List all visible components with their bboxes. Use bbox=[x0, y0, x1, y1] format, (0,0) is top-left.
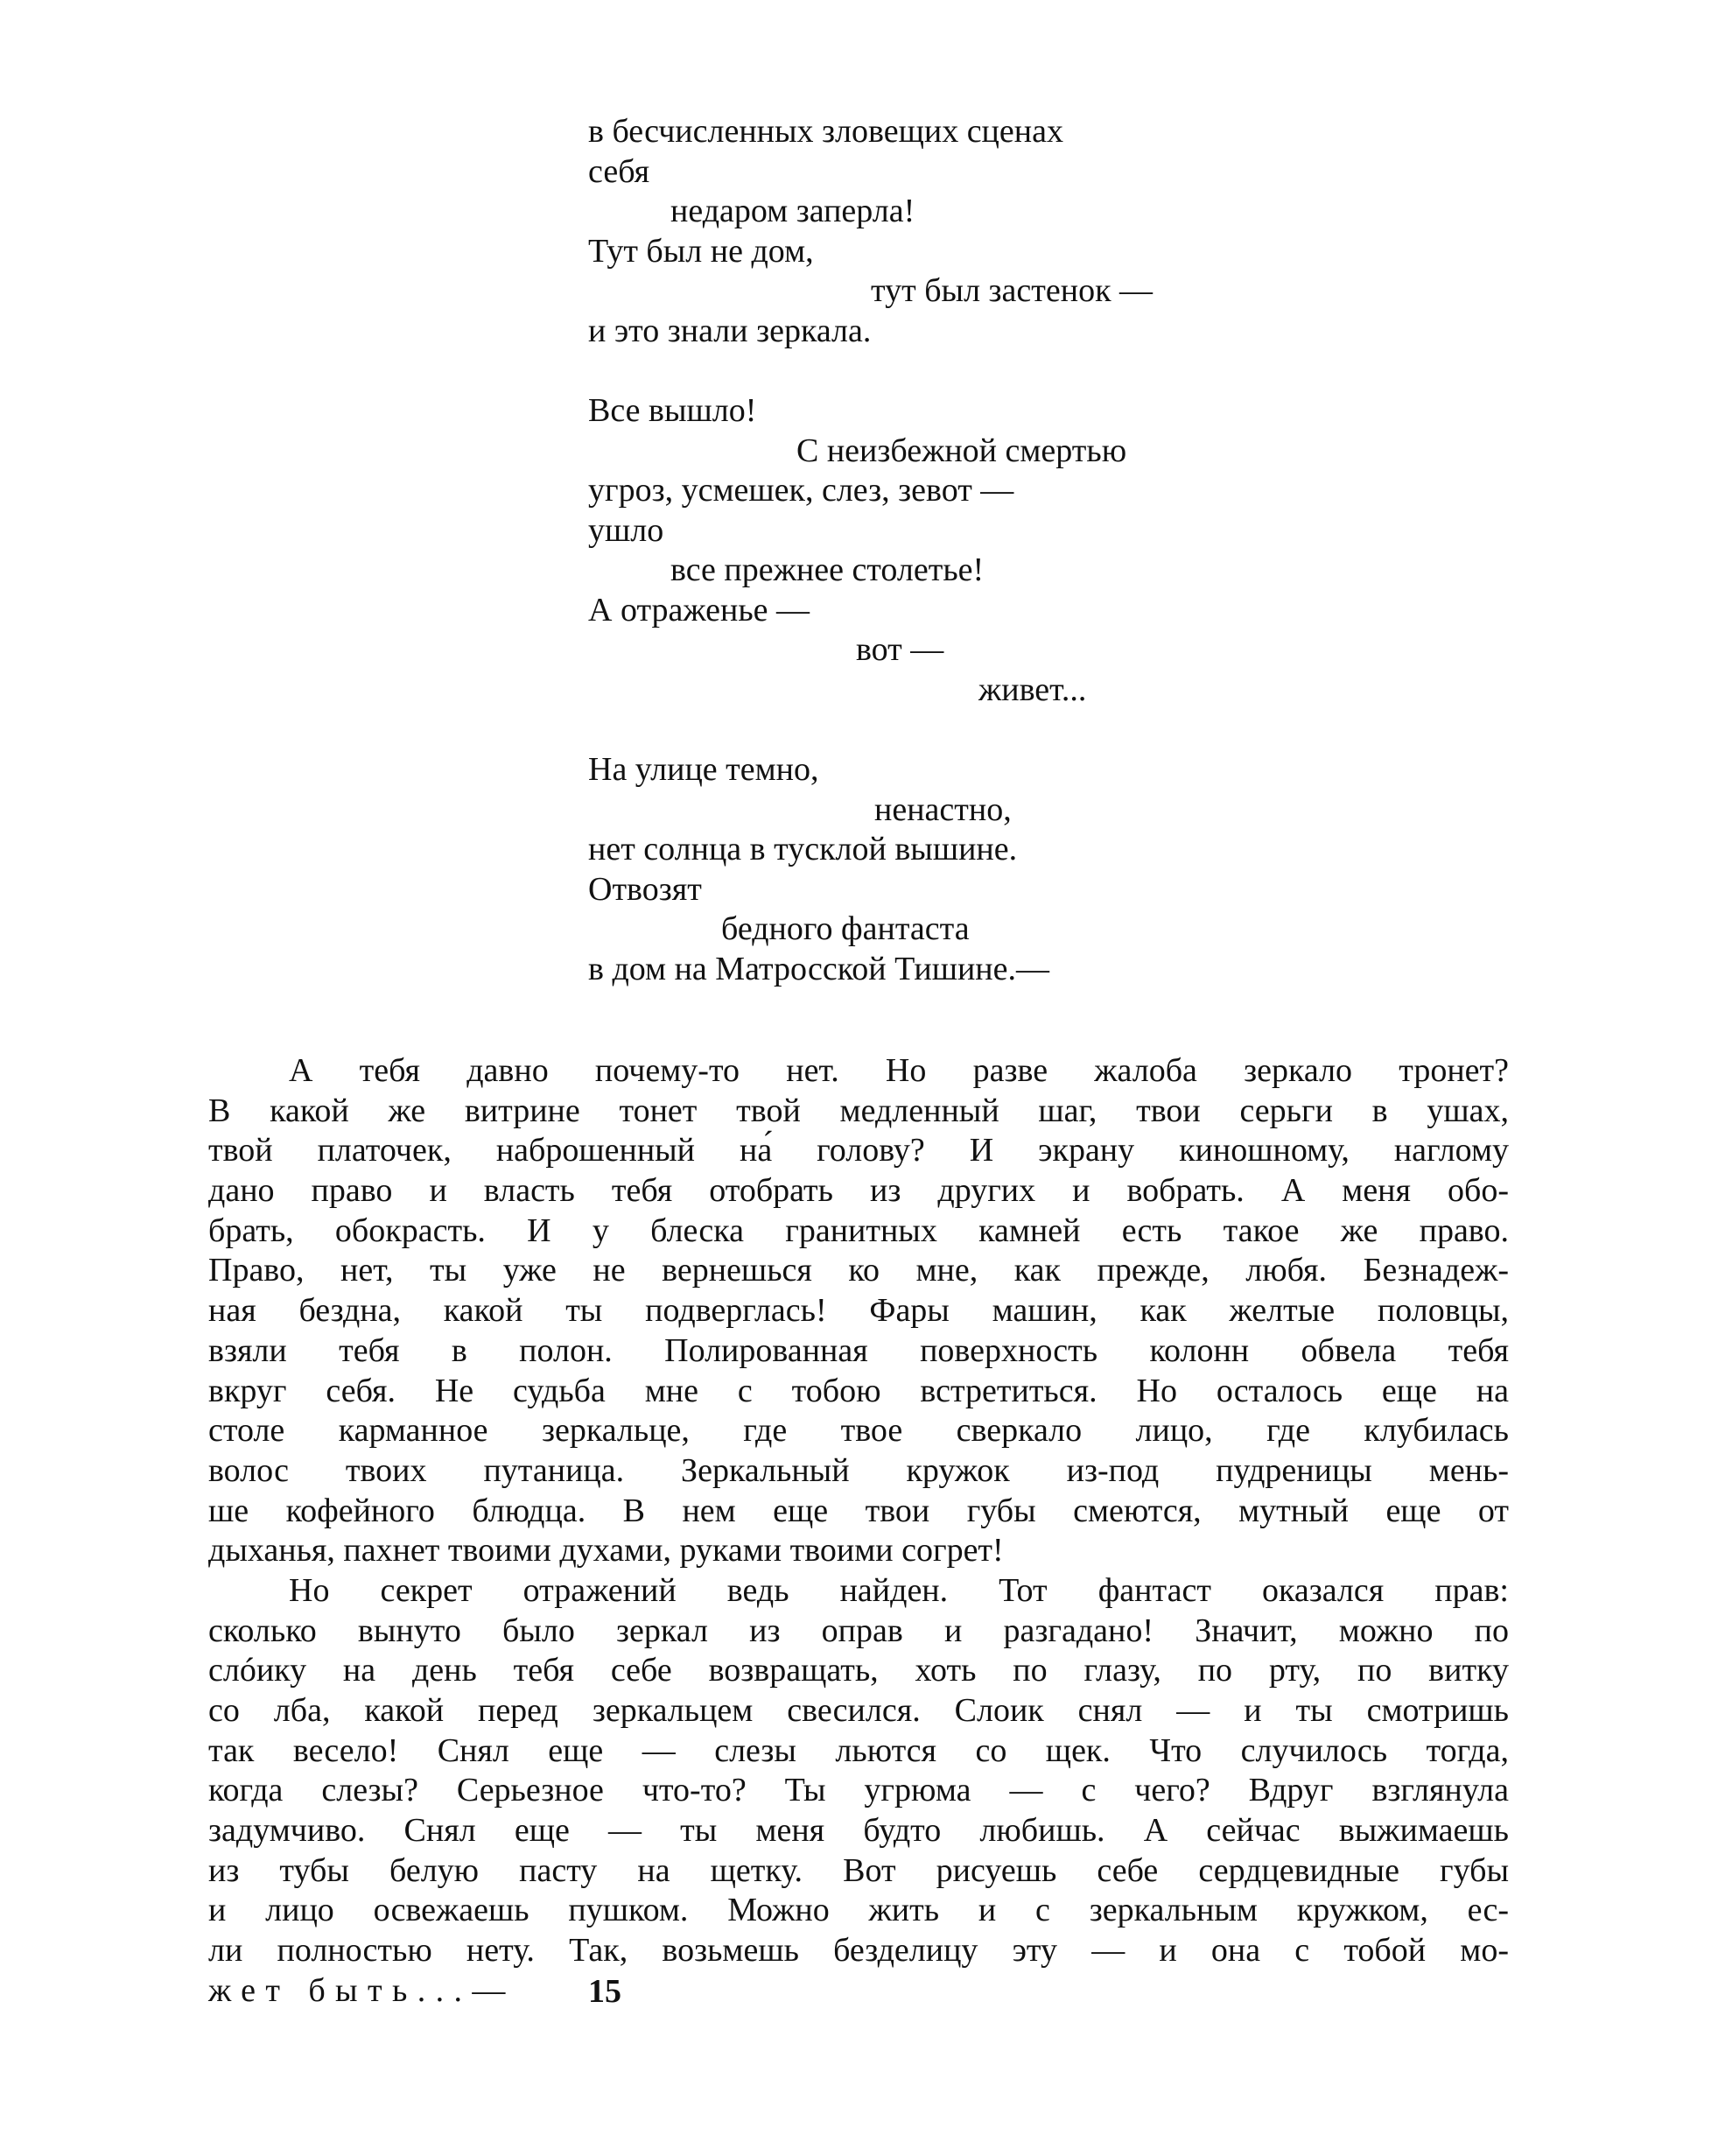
poem-line: угроз, усмешек, слез, зевот — bbox=[588, 472, 1014, 509]
poem bbox=[588, 112, 1306, 989]
prose-line: слóику на день тебя себе возвращать, хоть по глазу, по рту, по витку bbox=[208, 1652, 1509, 1689]
poem-line: ушло bbox=[588, 511, 664, 549]
prose-line: Право, нет, ты уже не вернешься ко мне, как прежде, любя. Безнадеж- bbox=[208, 1252, 1509, 1289]
prose-line: взяли тебя в полон. Полированная поверхность колонн обвела тебя bbox=[208, 1331, 1509, 1369]
poem-line: в дом на Матросской Тишине.— bbox=[588, 950, 1049, 987]
prose-line: дыханья, пахнет твоими духами, руками твоими согрет! bbox=[208, 1532, 1004, 1570]
prose-line: столе карманное зеркальце, где твое сверкало лицо, где клубилась bbox=[208, 1412, 1509, 1450]
poem-stanza-3 bbox=[588, 750, 1306, 989]
poem-line: ненастно, bbox=[874, 790, 1012, 828]
poem-line: С неизбежной смертью bbox=[796, 432, 1127, 469]
poem-stanza-2 bbox=[588, 391, 1306, 710]
prose-line: брать, обокрасть. И у блеска гранитных камней есть такое же право. bbox=[208, 1211, 1509, 1249]
poem-line: и это знали зеркала. bbox=[588, 312, 872, 349]
poem-line: вот — bbox=[856, 631, 944, 668]
prose-line: волос твоих путаница. Зеркальный кружок из-под пудреницы мень- bbox=[208, 1451, 1509, 1489]
prose-line: ше кофейного блюдца. В нем еще твои губы смеются, мутный еще от bbox=[208, 1492, 1509, 1529]
prose-line: ли полностью нету. Так, возьмешь безделицу эту — и она с тобой мо- bbox=[208, 1932, 1509, 1970]
prose-line: жет быть...— bbox=[208, 1971, 515, 2009]
poem-stanza-1 bbox=[588, 112, 1306, 351]
prose-line: так весело! Снял еще — слезы льются со щек. Что случилось тогда, bbox=[208, 1731, 1509, 1769]
poem-line: недаром заперла! bbox=[670, 193, 915, 229]
poem-line: Все вышло! bbox=[588, 392, 757, 429]
stanza-gap bbox=[588, 351, 1306, 391]
prose-line: Но секрет отражений ведь найден. Тот фантаст оказался прав: bbox=[289, 1571, 1509, 1609]
poem-line: На улице темно, bbox=[588, 751, 819, 788]
poem-line: тут был застенок — bbox=[871, 272, 1154, 309]
prose-line: из тубы белую пасту на щетку. Вот рисуешь себе сердцевидные губы bbox=[208, 1851, 1509, 1889]
prose-line: сколько вынуто было зеркал из оправ и разгадано! Значит, можно по bbox=[208, 1612, 1509, 1649]
poem-line: себя bbox=[588, 152, 650, 190]
poem-line: в бесчисленных зловещих сценах bbox=[588, 113, 1063, 150]
prose-line: твой платочек, наброшенный на́ голову? И экрану киношному, наглому bbox=[208, 1132, 1509, 1169]
poem-line: бедного фантаста bbox=[721, 910, 970, 947]
page-number: 15 bbox=[588, 1973, 621, 2010]
stanza-gap bbox=[588, 710, 1306, 750]
poem-line: нет солнца в тусклой вышине. bbox=[588, 831, 1018, 867]
poem-line: Отвозят bbox=[588, 870, 702, 908]
prose-line: со лба, какой перед зеркальцем свесился. Слоик снял — и ты смотришь bbox=[208, 1692, 1509, 1729]
prose-line: задумчиво. Снял еще — ты меня будто любишь. А сейчас выжимаешь bbox=[208, 1812, 1509, 1850]
prose-line: когда слезы? Серьезное что-то? Ты угрюма — с чего? Вдруг взглянула bbox=[208, 1772, 1509, 1809]
poem-line: А отраженье — bbox=[588, 591, 810, 629]
poem-line: все прежнее столетье! bbox=[670, 551, 985, 588]
poem-line: Тут был не дом, bbox=[588, 232, 814, 270]
prose-line: вкруг себя. Не судьба мне с тобою встретиться. Но осталось еще на bbox=[208, 1372, 1509, 1409]
prose-line: А тебя давно почему-то нет. Но разве жалоба зеркало тронет? bbox=[289, 1052, 1509, 1089]
prose-text bbox=[208, 1051, 1509, 2012]
prose-line: дано право и власть тебя отобрать из других и вобрать. А меня обо- bbox=[208, 1172, 1509, 1210]
prose-line: ная бездна, какой ты подверглась! Фары машин, как желтые половцы, bbox=[208, 1292, 1509, 1330]
prose-line: В какой же витрине тонет твой медленный шаг, твои серьги в ушах, bbox=[208, 1092, 1509, 1129]
prose-line: и лицо освежаешь пушком. Можно жить и с зеркальным кружком, ес- bbox=[208, 1892, 1509, 1929]
poem-line: живет... bbox=[978, 671, 1087, 708]
